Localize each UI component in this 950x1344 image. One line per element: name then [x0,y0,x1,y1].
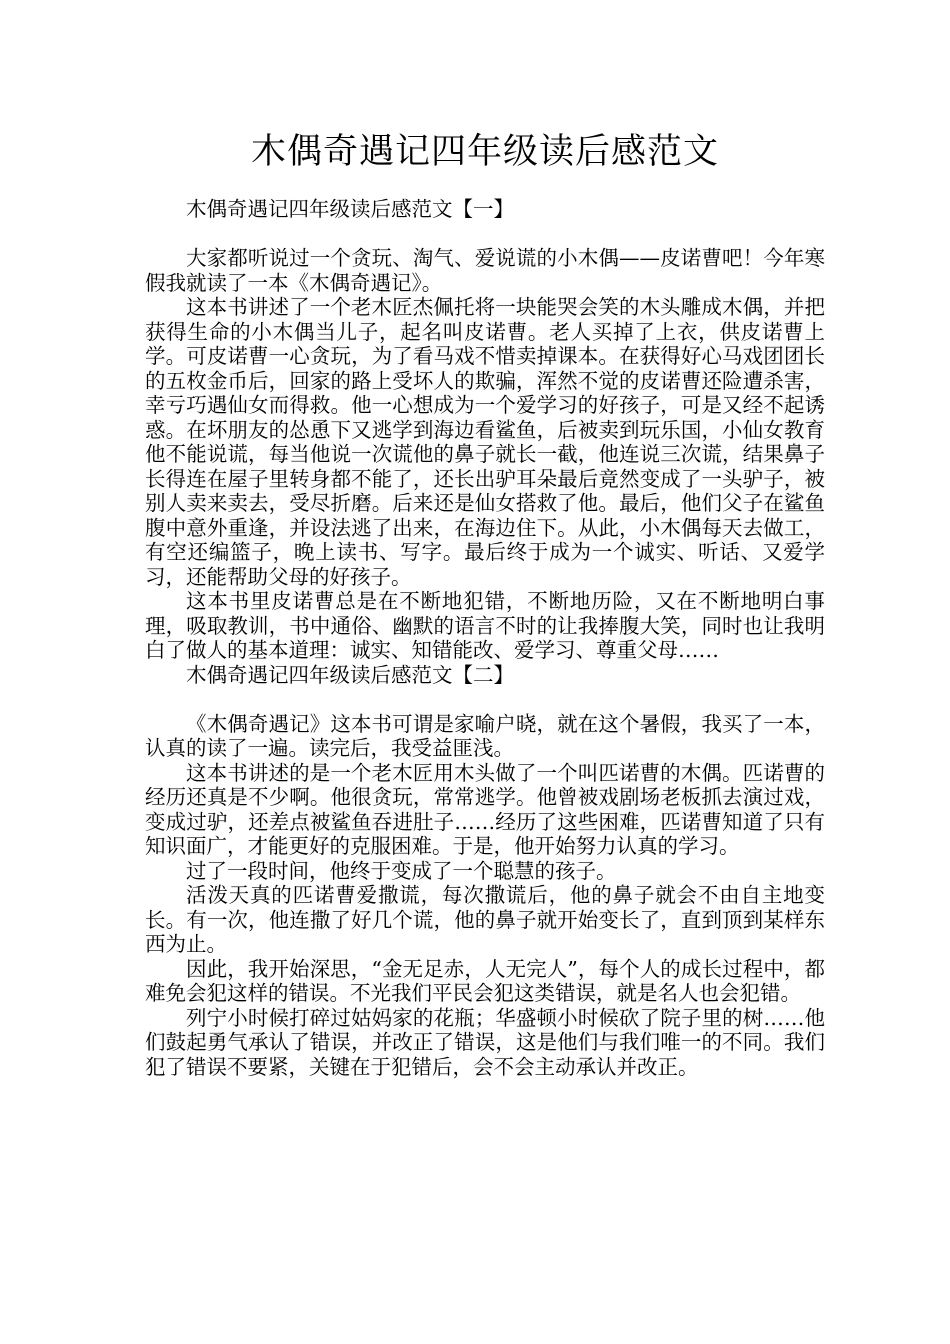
document-page [145,125,825,1079]
paragraph: 这本书里皮诺曹总是在不断地犯错，不断地历险，又在不断地明白事理，吸取教训，书中通俗、幽默的语言不时的让我捧腹大笑，同时也让我明白了做人的基本道理：诚实、知错能改、爱学习、尊重父母…… [145,589,825,662]
paragraph: 这本书讲述的是一个老木匠用木头做了一个叫匹诺曹的木偶。匹诺曹的经历还真是不少啊。他很贪玩，常常逃学。他曾被戏剧场老板抓去演过戏，变成过驴，还差点被鲨鱼吞进肚子……经历了这些困难，匹诺曹知道了只有知识面广，才能更好的克服困难。于是，他开始努力认真的学习。 [145,760,825,858]
blank-line [145,222,825,247]
section-one [145,197,825,663]
blank-line [145,687,825,712]
paragraph: 过了一段时间，他终于变成了一个聪慧的孩子。 [186,858,617,883]
paragraph: 大家都听说过一个贪玩、淘气、爱说谎的小木偶——皮诺曹吧！今年寒假我就读了一本《木偶奇遇记》。 [145,246,825,295]
document-title: 木偶奇遇记四年级读后感范文 [250,132,719,172]
section-two [145,663,825,1080]
paragraph: 列宁小时候打碎过姑妈家的花瓶；华盛顿小时候砍了院子里的树……他们鼓起勇气承认了错误，并改正了错误，这是他们与我们唯一的不同。我们犯了错误不要紧，关键在于犯错后，会不会主动承认并改正。 [145,1005,825,1079]
section-heading-two: 木偶奇遇记四年级读后感范文【二】 [186,662,514,687]
paragraph: 活泼天真的匹诺曹爱撒谎，每次撒谎后，他的鼻子就会不由自主地变长。有一次，他连撒了好几个谎，他的鼻子就开始变长了，直到顶到某样东西为止。 [145,883,825,956]
paragraph: 这本书讲述了一个老木匠杰佩托将一块能哭会笑的木头雕成木偶，并把获得生命的小木偶当儿子，起名叫皮诺曹。老人买掉了上衣，供皮诺曹上学。可皮诺曹一心贪玩，为了看马戏不惜卖掉课本。在获得好心马戏团团长的五枚金币后，回家的路上受坏人的欺骗，浑然不觉的皮诺曹还险遭杀害，幸亏巧遇仙女而得救。他一心想成为一个爱学习的好孩子，可是又经不起诱惑。在坏朋友的怂恿下又逃学到海边看鲨鱼，后被卖到玩乐国，小仙女教育他不能说谎，每当他说一次谎他的鼻子就长一截，他连说三次谎，结果鼻子长得连在屋子里转身都不能了，还长出驴耳朵最后竟然变成了一头驴子，被别人卖来卖去，受尽折磨。后来还是仙女搭救了他。最后，他们父子在鲨鱼腹中意外重逢，并设法逃了出来，在海边住下。从此，小木偶每天去做工，有空还编篮子，晚上读书、写字。最后终于成为一个诚实、听话、又爱学习，还能帮助父母的好孩子。 [145,295,825,589]
paragraph: 《木偶奇遇记》这本书可谓是家喻户晓，就在这个暑假，我买了一本，认真的读了一遍。读完后，我受益匪浅。 [145,711,825,760]
section-heading-one: 木偶奇遇记四年级读后感范文【一】 [186,197,514,221]
paragraph: 因此，我开始深思，“金无足赤，人无完人”，每个人的成长过程中，都难免会犯这样的错误。不光我们平民会犯这类错误，就是名人也会犯错。 [145,956,825,1005]
